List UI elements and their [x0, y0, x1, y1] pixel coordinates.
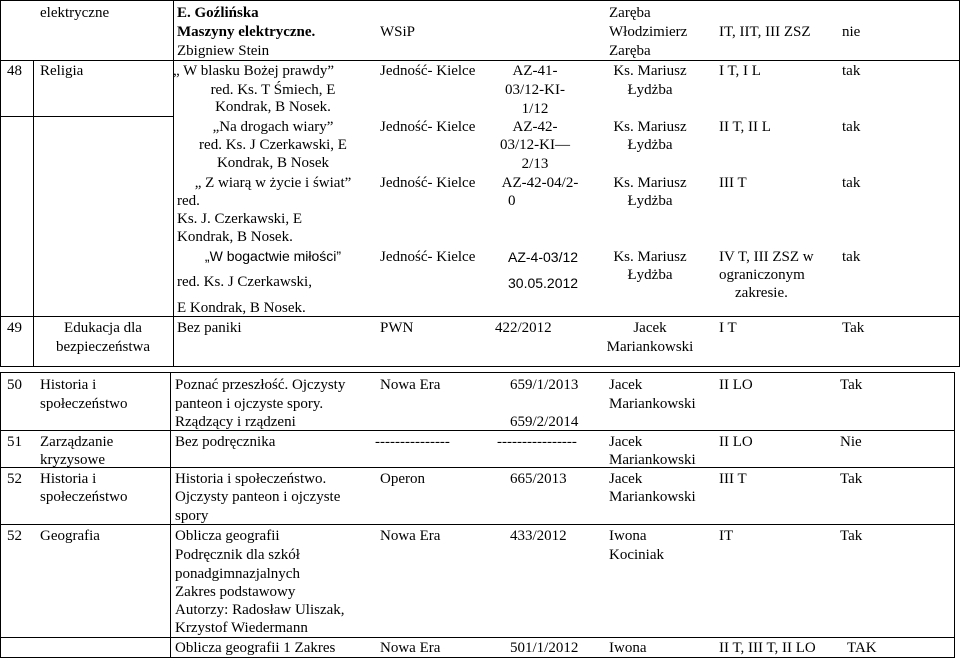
class-cell: III T: [719, 175, 747, 191]
approval-code: 659/2/2014: [510, 414, 579, 430]
class-cell: III T: [719, 471, 747, 487]
row-number: 52: [7, 528, 22, 544]
approval-code: 433/2012: [510, 528, 567, 544]
approval-code: 1/12: [521, 101, 549, 117]
subject-cell: bezpieczeństwa: [55, 339, 151, 355]
book-title: Ojczysty panteon i ojczyste: [175, 489, 341, 505]
approval-code: ----------------: [497, 434, 577, 450]
author-line: Kociniak: [609, 547, 664, 563]
book-authors: red. Ks. J Czerkawski, E: [199, 137, 347, 153]
book-authors: red.: [177, 193, 200, 209]
book-title: Bez podręcznika: [175, 434, 276, 450]
approved-cell: tak: [842, 63, 861, 79]
book-authors: E Kondrak, B Nosek.: [177, 300, 306, 316]
row-number: 52: [7, 471, 22, 487]
row-number: 50: [7, 377, 22, 393]
approval-code: 0: [508, 193, 516, 209]
approval-code: 422/2012: [495, 320, 552, 336]
book-title: panteon i ojczyste spory.: [175, 396, 324, 412]
book-authors: Kondrak, B Nosek.: [215, 99, 331, 115]
approved-cell: TAK: [847, 640, 877, 656]
author-line: Jacek: [609, 471, 643, 487]
publisher-cell: ---------------: [375, 434, 450, 450]
publisher-cell: Jedność- Kielce: [380, 175, 476, 191]
class-cell: II T, III T, II LO: [719, 640, 816, 656]
approved-cell: Tak: [840, 471, 863, 487]
approver-line: Ks. Mariusz: [613, 119, 687, 135]
publisher-cell: Operon: [380, 471, 425, 487]
approver-line: Zaręba: [609, 5, 651, 21]
subject-cell: Zarządzanie: [40, 434, 114, 450]
book-title: spory: [175, 508, 209, 524]
approval-code: AZ-42-04/2-: [501, 175, 579, 191]
author-line: Jacek: [609, 434, 643, 450]
approved-cell: Nie: [840, 434, 862, 450]
approver-line: Ks. Mariusz: [613, 249, 687, 265]
book-title: Rządzący i rządzeni: [175, 414, 296, 430]
author-line: Mariankowski: [609, 396, 696, 412]
class-cell: I T: [719, 320, 737, 336]
subject-cell: Edukacja dla: [64, 320, 142, 336]
class-cell: zakresie.: [735, 285, 788, 301]
author-line: Maszyny elektryczne.: [177, 24, 316, 40]
book-authors: Kondrak, B Nosek: [216, 155, 330, 171]
approved-cell: Tak: [840, 377, 863, 393]
approved-cell: tak: [842, 249, 861, 265]
approval-code: 03/12-KI—: [500, 137, 570, 153]
publisher-cell: Jedność- Kielce: [380, 249, 476, 265]
book-title: Zakres podstawowy: [175, 584, 296, 600]
publisher-cell: WSiP: [380, 24, 416, 40]
approver-line: Ks. Mariusz: [613, 175, 687, 191]
book-title: „ Z wiarą w życie i świat”: [194, 175, 352, 191]
book-authors: Ks. J. Czerkawski, E: [177, 211, 302, 227]
subject-cell: Historia i: [40, 377, 97, 393]
class-cell: II LO: [719, 434, 753, 450]
class-cell: IV T, III ZSZ w: [719, 249, 814, 265]
author-line: Mariankowski: [609, 489, 696, 505]
book-title: ponadgimnazjalnych: [175, 566, 300, 582]
subject-cell: Historia i: [40, 471, 97, 487]
author-line: Iwona: [609, 528, 647, 544]
approval-code: 501/1/2012: [510, 640, 579, 656]
approver-line: Łydżba: [627, 137, 673, 153]
author-line: Mariankowski: [606, 339, 694, 355]
publisher-cell: Nowa Era: [380, 640, 441, 656]
approval-code: AZ-4-03/12: [508, 249, 579, 265]
approval-code: 2/13: [521, 156, 549, 172]
approved-cell: tak: [842, 175, 861, 191]
subject-cell: elektryczne: [40, 5, 110, 21]
class-cell: ograniczonym: [719, 267, 805, 283]
book-title: Bez paniki: [177, 320, 242, 336]
subject-cell: Geografia: [40, 528, 100, 544]
author-line: Jacek: [609, 377, 643, 393]
approval-code: 30.05.2012: [508, 275, 579, 291]
approver-line: Zaręba: [609, 43, 651, 59]
approved-cell: nie: [842, 24, 861, 40]
author-line: E. Goźlińska: [177, 5, 259, 21]
book-title: Poznać przeszłość. Ojczysty: [175, 377, 346, 393]
approval-code: 03/12-KI-: [505, 82, 565, 98]
row-number: 48: [7, 63, 22, 79]
publisher-cell: Jedność- Kielce: [380, 119, 476, 135]
class-cell: IT: [719, 528, 734, 544]
book-title: Oblicza geografii 1 Zakres: [175, 640, 336, 656]
class-cell: II LO: [719, 377, 753, 393]
approved-cell: tak: [842, 119, 861, 135]
row-number: 51: [7, 434, 22, 450]
subject-cell: kryzysowe: [40, 452, 105, 468]
book-title: „Na drogach wiary”: [212, 119, 334, 135]
approved-cell: Tak: [842, 320, 865, 336]
publisher-cell: Nowa Era: [380, 528, 441, 544]
approver-line: Łydżba: [627, 82, 673, 98]
publisher-cell: Nowa Era: [380, 377, 441, 393]
approved-cell: Tak: [840, 528, 863, 544]
book-authors: red. Ks. J Czerkawski,: [177, 274, 312, 290]
book-title: Historia i społeczeństwo.: [175, 471, 327, 487]
book-title: „W bogactwie miłości”: [204, 248, 342, 264]
author-line: Mariankowski: [609, 452, 696, 468]
book-authors: Autorzy: Radosław Uliszak,: [175, 602, 345, 618]
row-number: 49: [7, 320, 22, 336]
approval-code: AZ-41-: [512, 63, 558, 79]
book-title: „ W blasku Bożej prawdy”: [173, 63, 335, 79]
approval-code: 665/2013: [510, 471, 567, 487]
book-title: Podręcznik dla szkół: [175, 547, 300, 563]
class-cell: II T, II L: [719, 119, 771, 135]
approval-code: AZ-42-: [512, 119, 558, 135]
book-authors: Krzystof Wiedermann: [175, 620, 308, 636]
class-cell: IT, IIT, III ZSZ: [719, 24, 811, 40]
approval-code: 659/1/2013: [510, 377, 579, 393]
approver-line: Łydżba: [627, 193, 673, 209]
author-line: Iwona: [609, 640, 647, 656]
subject-cell: społeczeństwo: [40, 489, 128, 505]
publisher-cell: Jedność- Kielce: [380, 63, 476, 79]
publisher-cell: PWN: [380, 320, 414, 336]
class-cell: I T, I L: [719, 63, 761, 79]
approver-line: Łydżba: [627, 267, 673, 283]
book-title: Oblicza geografii: [175, 528, 280, 544]
author-line: Jacek: [633, 320, 667, 336]
book-authors: red. Ks. T Śmiech, E: [210, 82, 336, 98]
subject-cell: Religia: [40, 63, 84, 79]
book-authors: Kondrak, B Nosek.: [177, 229, 293, 245]
approver-line: Ks. Mariusz: [613, 63, 687, 79]
subject-cell: społeczeństwo: [40, 396, 128, 412]
approver-line: Włodzimierz: [609, 24, 688, 40]
author-line: Zbigniew Stein: [177, 43, 270, 59]
